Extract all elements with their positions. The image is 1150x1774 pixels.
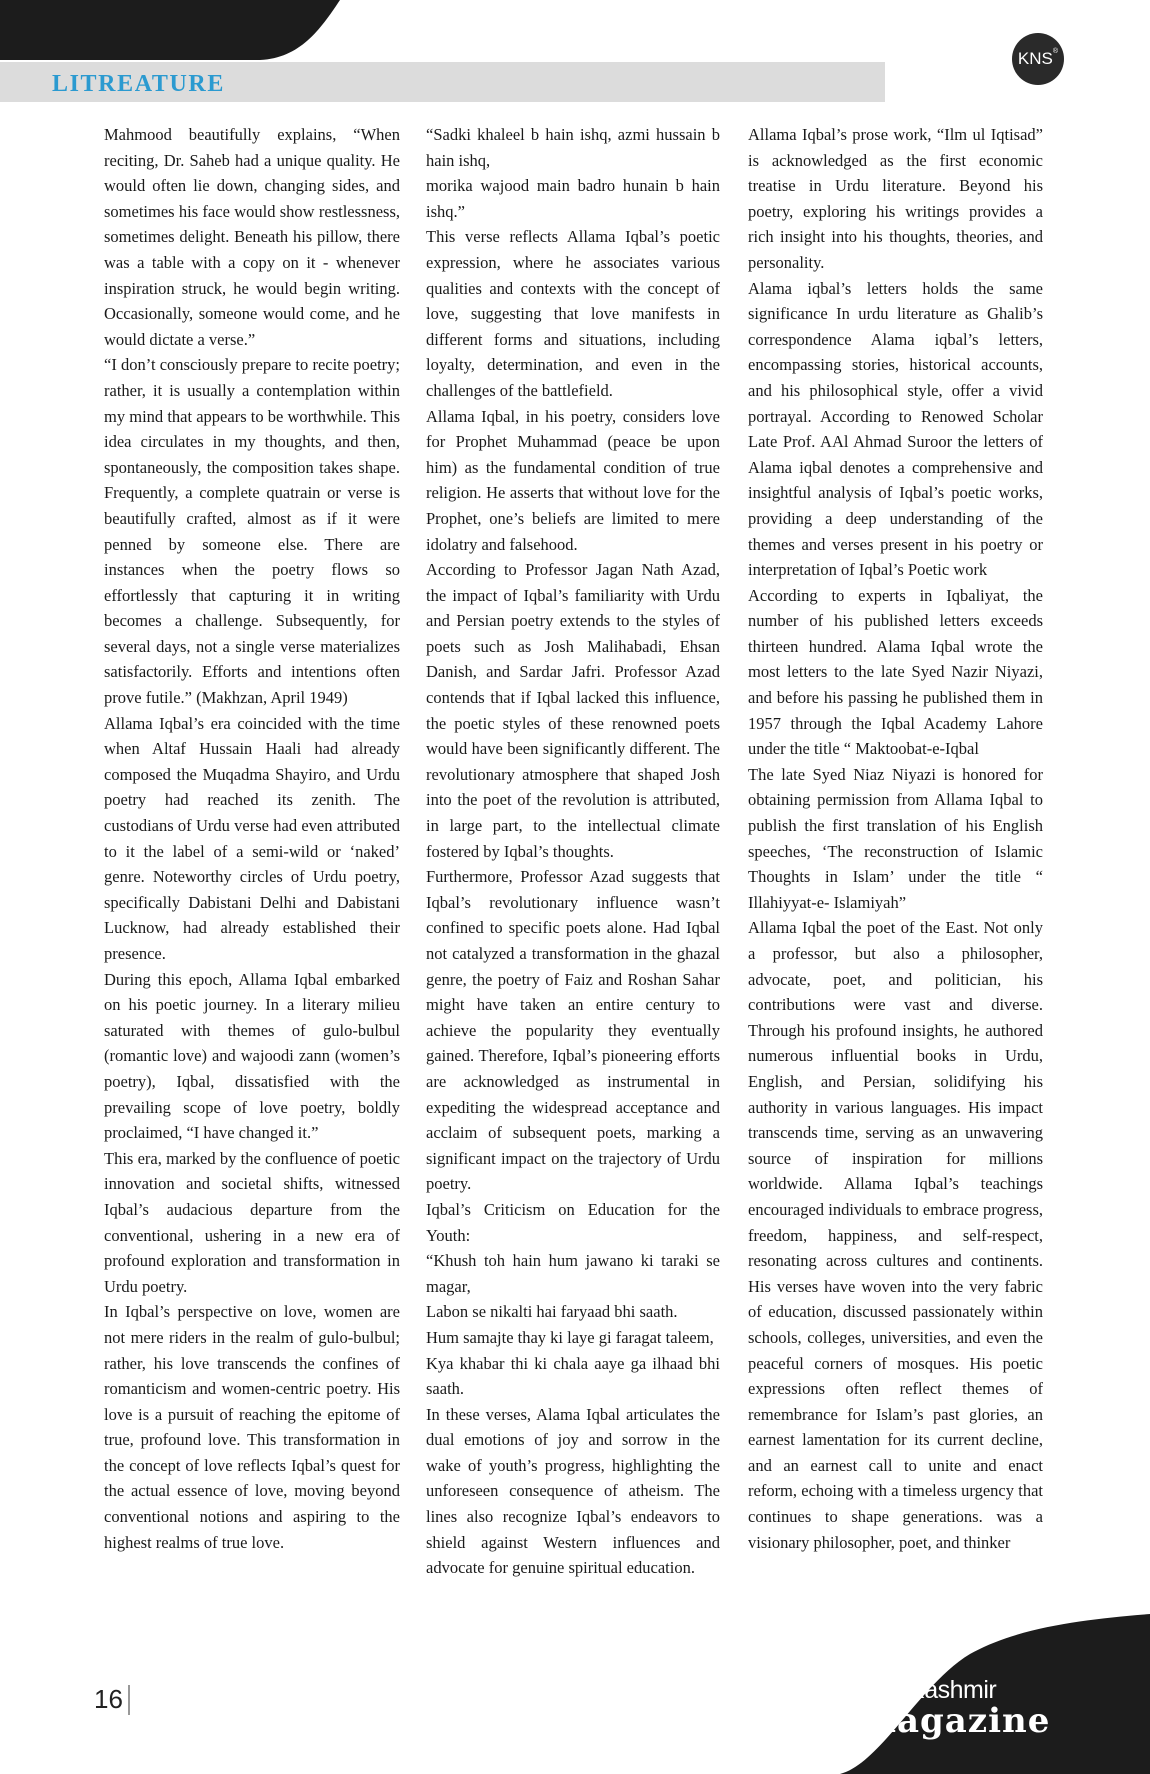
paragraph: This verse reflects Allama Iqbal’s poetic expression, where he associates various qualities and contexts with the concept of love, suggesting that love manifests in different forms and situations, including loyalty, determination, and even in the challenges of the battlefield.	[426, 227, 720, 400]
paragraph: The late Syed Niaz Niyazi is honored for obtaining permission from Allama Iqbal to publish the first translation of his English speeches, ‘The reconstruction of Islamic Thoughts in Islam’ under the title “ Illahiyyat-e- Islamiyah”	[748, 764, 1043, 912]
paragraph: Mahmood beautifully explains, “When reciting, Dr. Saheb had a unique quality. He would often lie down, changing sides, and sometimes his face would show restlessness, sometimes delight. Beneath his pillow, there was a table with a copy on it - whenever inspiration struck, he would begin writing. Occasionally, someone would come, and he would dictate a verse.”	[104, 125, 400, 349]
paragraph: Allama Iqbal the poet of the East. Not only a professor, but also a philosopher, advocate, poet, and politician, his contributions were vast and diverse. Through his profound insights, he authored numerous influential books in Urdu, English, and Persian, solidifying his authority in various languages. His impact transcends time, serving as an unwavering source of inspiration for millions worldwide. Allama Iqbal’s teachings encouraged individuals to embrace progress, freedom, happiness, and self-respect, resonating across cultures and continents. His verses have woven into the very fabric of education, discussed passionately within schools, colleges, universities, and even the peaceful corners of mosques. His poetic expressions often reflect themes of remembrance for Islam’s past glories, an earnest lamentation for its current decline, and an earnest call to unite and enact reform, echoing with a timeless urgency that continues to shape generations. was a visionary philosopher, poet, and thinker	[748, 918, 1043, 1552]
paragraph: According to Professor Jagan Nath Azad, the impact of Iqbal’s familiarity with Urdu and Persian poetry extends to the styles of poets such as Josh Malihabadi, Ehsan Danish, and Sardar Jafri. Professor Azad contends that if Iqbal lacked this influence, the poetic styles of these renowned poets would have been significantly different. The revolutionary atmosphere that shaped Josh into the poet of the revolution is attributed, in large part, to the intellectual climate fostered by Iqbal’s thoughts.	[426, 560, 720, 861]
subheading: Iqbal’s Criticism on Education for the Youth:	[426, 1199, 720, 1245]
magazine-brand-logo	[860, 1676, 1051, 1741]
page-number-divider	[128, 1685, 130, 1715]
paragraph: Allama Iqbal, in his poetry, considers love for Prophet Muhammad (peace be upon him) as the fundamental condition of true religion. He asserts that without love for the Prophet, one’s beliefs are limited to mere idolatry and falsehood.	[426, 406, 720, 554]
paragraph: During this epoch, Allama Iqbal embarked on his poetic journey. In a literary milieu saturated with themes of gulo-bulbul (romantic love) and wajoodi zann (women’s poetry), Iqbal, dissatisfied with the prevailing scope of love poetry, boldly proclaimed, “I have changed it.”	[104, 969, 400, 1143]
article-column-2	[426, 122, 720, 1581]
paragraph: Alama iqbal’s letters holds the same significance In urdu literature as Ghalib’s correspondence Alama iqbal’s letters, encompassing stories, historical accounts, and his philosophical style, offer a vivid portrayal. According to Renowed Scholar Late Prof. AAl Ahmad Suroor the letters of Alama iqbal denotes a comprehensive and insightful analysis of Iqbal’s poetic works, providing a deep understanding of the themes and verses present in his poetry or interpretation of Iqbal’s Poetic work	[748, 278, 1043, 580]
verse-line: Kya khabar thi ki chala aaye ga ilhaad bhi saath.	[426, 1353, 720, 1399]
paragraph: Allama Iqbal’s prose work, “Ilm ul Iqtisad” is acknowledged as the first economic treatise in Urdu literature. Beyond his poetry, exploring his writings provides a rich insight into his thoughts, theories, and personality.	[748, 125, 1043, 272]
paragraph: In these verses, Alama Iqbal articulates the dual emotions of joy and sorrow in the wake of youth’s progress, highlighting the unforeseen consequence of atheism. The lines also recognize Iqbal’s endeavors to shield against Western influences and advocate for genuine spiritual education.	[426, 1404, 720, 1578]
verse-line: Hum samajte thay ki laye gi faragat taleem,	[426, 1327, 714, 1347]
page-number: 16	[94, 1684, 123, 1714]
paragraph: This era, marked by the confluence of poetic innovation and societal shifts, witnessed Iqbal’s audacious departure from the conventional, ushering in a new era of profound exploration and transformation in Urdu poetry.	[104, 1148, 400, 1296]
verse-line: “Khush toh hain hum jawano ki taraki se magar,	[426, 1251, 720, 1296]
paragraph: According to experts in Iqbaliyat, the number of his published letters exceeds thirteen hundred. Alama Iqbal wrote the most letters to the late Syed Nazir Niyazi, and before his passing he published them in 1957 through the Iqbal Academy Lahore under the title “ Maktoobat-e-Iqbal	[748, 585, 1043, 759]
kns-logo-text: KNS	[1017, 49, 1053, 68]
article-column-1	[104, 122, 400, 1555]
paragraph: Allama Iqbal’s era coincided with the time when Altaf Hussain Haali had already composed the Muqadma Shayiro, and Urdu poetry had reached its zenith. The custodians of Urdu verse had even attributed to it the label of a semi-wild or ‘naked’ genre. Noteworthy circles of Urdu poetry, specifically Dabistani Delhi and Dabistani Lucknow, had already established their presence.	[104, 713, 400, 963]
kns-logo-mark: ®	[1052, 47, 1059, 55]
brand-top-line: The Kashmir	[860, 1676, 997, 1704]
verse-line: Labon se nikalti hai faryaad bhi saath.	[426, 1302, 678, 1322]
corner-swoosh-top-left	[0, 0, 340, 64]
paragraph: “I don’t consciously prepare to recite poetry; rather, it is usually a contemplation within my mind that appears to be worthwhile. This idea circulates in my thoughts, and then, spontaneously, the composition takes shape. Frequently, a complete quatrain or verse is beautifully crafted, almost as if it were penned by someone else. There are instances when the poetry flows so effortlessly that capturing it in writing becomes a challenge. Subsequently, for several days, not a single verse materializes satisfactorily. Efforts and intentions often prove futile.” (Makhzan, April 1949)	[104, 355, 400, 708]
verse-line: morika wajood main badro hunain b hain ishq.”	[426, 176, 720, 221]
paragraph: In Iqbal’s perspective on love, women are not mere riders in the realm of gulo-bulbul; rather, his love transcends the confines of romanticism and women-centric poetry. His love is a pursuit of reaching the epitome of true, profound love. This transformation in the concept of love reflects Iqbal’s quest for the actual essence of love, moving beyond conventional notions and aspiring to the highest realms of true love.	[104, 1302, 400, 1552]
paragraph: Furthermore, Professor Azad suggests that Iqbal’s revolutionary influence wasn’t confined to specific poets alone. Had Iqbal not catalyzed a transformation in the ghazal genre, the poetry of Faiz and Roshan Sahar might have taken an entire century to achieve the popularity they eventually gained. Therefore, Iqbal’s pioneering efforts are acknowledged as instrumental in expediting the widespread acceptance and acclaim of subsequent poets, marking a significant impact on the trajectory of Urdu poetry.	[426, 867, 720, 1194]
verse-line: “Sadki khaleel b hain ishq, azmi hussain b hain ishq,	[426, 125, 720, 170]
kns-logo	[1012, 33, 1064, 85]
brand-bottom-line: magazine	[860, 1701, 1051, 1741]
article-column-3	[748, 122, 1043, 1555]
section-title: LITREATURE	[52, 71, 225, 97]
